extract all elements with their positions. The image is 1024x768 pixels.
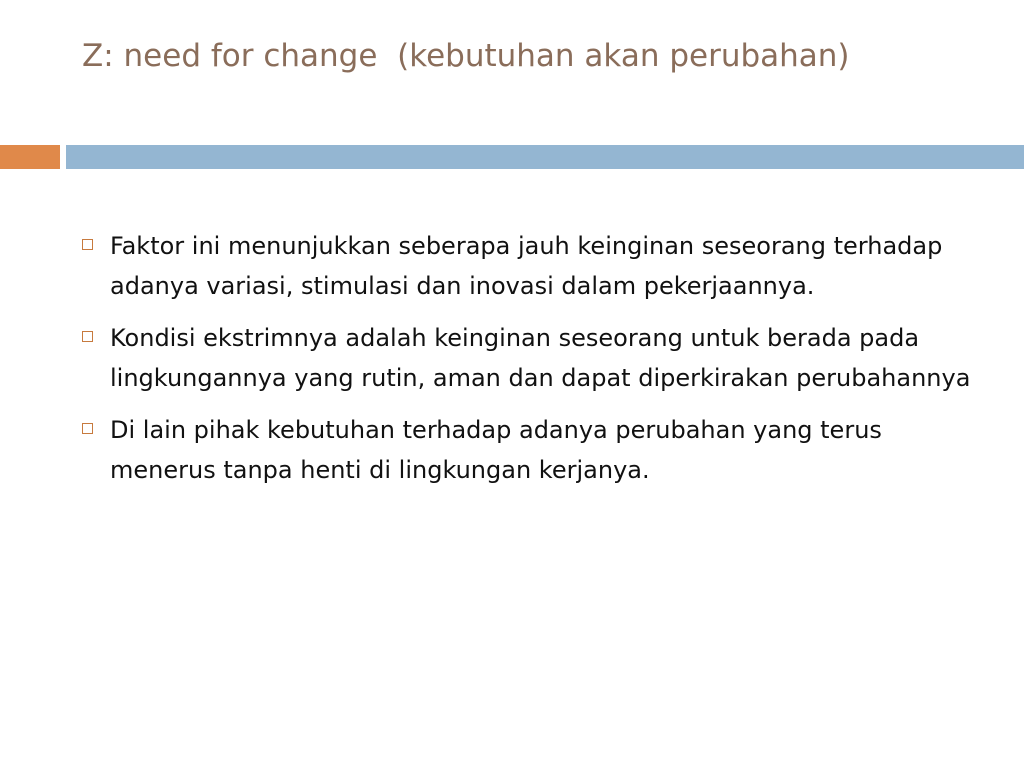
bullet-text-2: Kondisi ekstrimnya adalah keinginan seseorang untuk berada pada lingkungannya yang rutin, aman dan dapat diperkirakan perubahannya [110, 324, 971, 392]
hollow-square-bullet-icon [82, 331, 93, 342]
bullet-item-3 [82, 410, 987, 490]
bullet-list [82, 226, 987, 502]
bullet-item-1 [82, 226, 987, 306]
accent-bar-left [0, 145, 60, 169]
bullet-item-2 [82, 318, 987, 398]
slide-title: Z: need for change (kebutuhan akan perubahan) [82, 38, 850, 74]
hollow-square-bullet-icon [82, 239, 93, 250]
bullet-text-1: Faktor ini menunjukkan seberapa jauh keinginan seseorang terhadap adanya variasi, stimulasi dan inovasi dalam pekerjaannya. [110, 232, 943, 300]
bullet-text-3: Di lain pihak kebutuhan terhadap adanya perubahan yang terus menerus tanpa henti di lingkungan kerjanya. [110, 416, 882, 484]
accent-bar-right [66, 145, 1024, 169]
hollow-square-bullet-icon [82, 423, 93, 434]
